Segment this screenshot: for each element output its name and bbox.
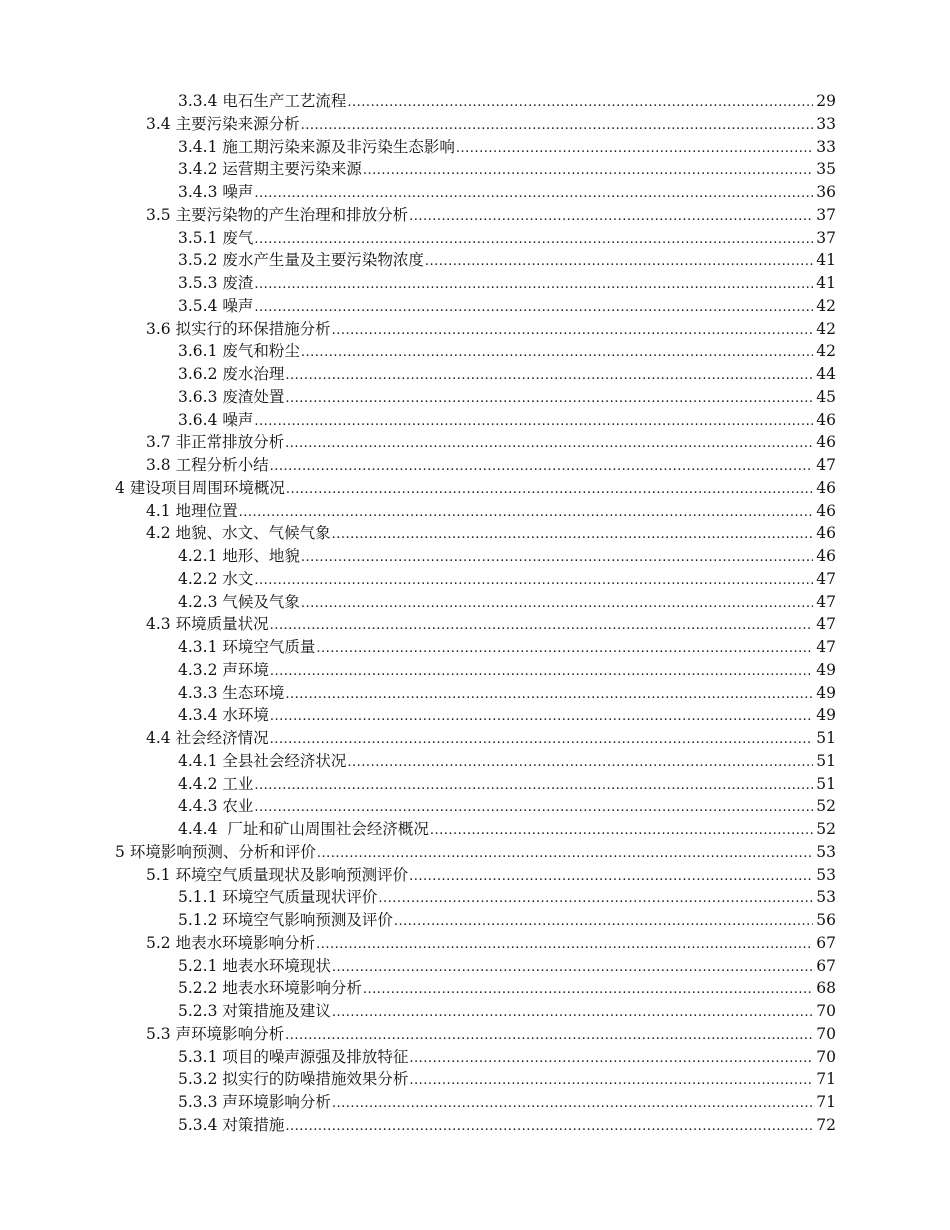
toc-entry[interactable] <box>146 932 950 955</box>
toc-dot-leader <box>270 661 813 684</box>
toc-entry-number: 3.5.4 <box>178 296 218 315</box>
toc-entry-number: 4.4.2 <box>178 774 218 793</box>
toc-entry-page: 41 <box>816 251 836 270</box>
toc-entry-page: 49 <box>816 660 836 679</box>
toc-dot-leader <box>270 729 813 752</box>
toc-entry-number: 5.3.2 <box>178 1070 218 1089</box>
toc-entry-title: 运营期主要污染来源 <box>222 160 362 179</box>
toc-entry[interactable] <box>146 113 950 136</box>
toc-dot-leader <box>285 684 813 707</box>
toc-entry-number: 3.5.2 <box>178 251 218 270</box>
toc-entry-page: 53 <box>816 888 836 907</box>
toc-dot-leader <box>285 388 813 411</box>
toc-entry-number: 4.3 <box>146 615 171 634</box>
toc-entry[interactable] <box>146 613 950 636</box>
toc-entry[interactable] <box>146 454 950 477</box>
toc-entry-page: 51 <box>816 774 836 793</box>
toc-entry-title: 对策措施及建议 <box>222 1002 331 1020</box>
toc-entry-number: 3.3.4 <box>178 92 218 110</box>
toc-entry-page: 52 <box>816 820 836 838</box>
toc-dot-leader <box>254 797 813 820</box>
toc-entry[interactable] <box>178 1068 950 1091</box>
toc-entry-title: 废渣处置 <box>222 387 285 406</box>
toc-entry-page: 47 <box>816 569 836 588</box>
toc-entry-page: 70 <box>816 1002 836 1020</box>
toc-entry-title: 环境空气影响预测及评价 <box>222 911 393 929</box>
toc-entry-title: 声环境影响分析 <box>222 1093 331 1111</box>
toc-entry-title: 环境空气质量现状评价 <box>222 888 378 907</box>
toc-entry-title: 水文 <box>222 569 254 588</box>
toc-dot-leader <box>332 320 813 343</box>
table-of-contents <box>0 90 950 1137</box>
toc-entry-number: 4.2.1 <box>178 547 218 565</box>
toc-entry-page: 71 <box>816 1070 836 1089</box>
toc-dot-leader <box>254 229 813 252</box>
toc-entry-title: 主要污染物的产生治理和排放分析 <box>175 205 409 224</box>
toc-entry[interactable] <box>178 545 950 568</box>
toc-entry-page: 42 <box>816 319 836 338</box>
toc-entry-number: 3.6.4 <box>178 410 218 429</box>
toc-dot-leader <box>254 274 813 297</box>
toc-entry-number: 5.3.3 <box>178 1093 218 1111</box>
toc-entry-page: 46 <box>816 433 836 452</box>
toc-dot-leader <box>270 706 813 729</box>
toc-entry-title: 环境影响预测、分析和评价 <box>129 842 316 861</box>
toc-entry[interactable] <box>178 249 950 272</box>
toc-dot-leader <box>254 183 813 206</box>
toc-dot-leader <box>332 524 813 547</box>
toc-entry[interactable] <box>146 431 950 454</box>
toc-entry[interactable] <box>178 1046 950 1069</box>
toc-entry-number: 5.1.1 <box>178 888 218 907</box>
toc-dot-leader <box>363 979 813 1002</box>
toc-entry-title: 废渣 <box>222 274 254 292</box>
toc-entry-page: 33 <box>816 114 836 133</box>
toc-dot-leader <box>332 1093 813 1116</box>
toc-entry[interactable] <box>178 409 950 432</box>
toc-entry-page: 47 <box>816 592 836 611</box>
toc-entry-page: 37 <box>816 228 836 247</box>
toc-dot-leader <box>378 888 813 911</box>
toc-dot-leader <box>254 411 813 434</box>
toc-dot-leader <box>409 206 813 229</box>
toc-entry[interactable] <box>178 795 950 818</box>
toc-entry-page: 52 <box>816 797 836 816</box>
toc-dot-leader <box>285 365 813 388</box>
toc-entry-page: 51 <box>816 729 836 747</box>
toc-entry-title: 地理位置 <box>175 501 238 520</box>
toc-entry[interactable] <box>178 90 950 113</box>
toc-entry-title: 噪声 <box>222 296 254 315</box>
toc-entry-page: 51 <box>816 751 836 770</box>
toc-entry-title: 项目的噪声源强及排放特征 <box>222 1047 409 1066</box>
toc-entry-title: 地形、地貌 <box>222 547 300 565</box>
toc-entry[interactable] <box>178 158 950 181</box>
toc-entry[interactable] <box>178 750 950 773</box>
toc-entry-number: 3.7 <box>146 433 171 452</box>
toc-entry-page: 67 <box>816 933 836 952</box>
toc-entry-page: 47 <box>816 456 836 474</box>
toc-entry-page: 45 <box>816 387 836 406</box>
toc-dot-leader <box>363 160 813 183</box>
toc-entry[interactable] <box>178 181 950 204</box>
toc-entry-page: 46 <box>816 547 836 565</box>
toc-entry-title: 厂址和矿山周围社会经济概况 <box>222 820 429 838</box>
toc-entry-title: 地表水环境影响分析 <box>222 979 362 998</box>
toc-entry-title: 生态环境 <box>222 683 285 702</box>
toc-entry-page: 49 <box>816 683 836 702</box>
toc-entry-number: 3.6.1 <box>178 342 218 361</box>
toc-dot-leader <box>270 615 813 638</box>
toc-entry-number: 5.3 <box>146 1024 171 1043</box>
toc-entry-number: 3.6 <box>146 319 171 338</box>
toc-entry-number: 5.3.4 <box>178 1115 218 1134</box>
toc-entry-page: 67 <box>816 956 836 975</box>
toc-entry-number: 4.3.1 <box>178 638 218 656</box>
toc-entry-title: 环境质量状况 <box>175 615 269 634</box>
toc-entry-number: 3.4.2 <box>178 160 218 179</box>
toc-entry-number: 3.8 <box>146 456 171 474</box>
toc-entry-title: 主要污染来源分析 <box>175 114 300 133</box>
toc-entry[interactable] <box>146 864 950 887</box>
toc-entry[interactable] <box>178 704 950 727</box>
toc-entry-title: 地表水环境现状 <box>222 956 331 975</box>
toc-dot-leader <box>254 775 813 798</box>
toc-entry-title: 废水治理 <box>222 365 285 383</box>
toc-entry-title: 环境空气质量现状及影响预测评价 <box>175 865 409 884</box>
toc-entry[interactable] <box>178 1114 950 1137</box>
toc-entry-title: 全县社会经济状况 <box>222 751 347 770</box>
toc-dot-leader <box>430 820 813 843</box>
toc-entry-page: 71 <box>816 1093 836 1111</box>
toc-entry-page: 53 <box>816 842 836 861</box>
toc-entry-number: 5.2 <box>146 933 171 952</box>
toc-entry-title: 工业 <box>222 774 254 793</box>
toc-dot-leader <box>285 1116 813 1139</box>
toc-entry-number: 4.2.2 <box>178 569 218 588</box>
toc-entry-page: 56 <box>816 911 836 929</box>
toc-entry-page: 35 <box>816 160 836 179</box>
toc-entry-number: 3.4 <box>146 114 171 133</box>
toc-entry-number: 4.3.2 <box>178 660 218 679</box>
toc-entry[interactable] <box>178 909 950 932</box>
toc-entry-number: 4.4 <box>146 729 171 747</box>
toc-entry[interactable] <box>146 727 950 750</box>
toc-entry-title: 建设项目周围环境概况 <box>129 478 285 497</box>
toc-entry-page: 70 <box>816 1047 836 1066</box>
toc-dot-leader <box>301 593 813 616</box>
toc-dot-leader <box>316 638 813 661</box>
toc-entry[interactable] <box>178 591 950 614</box>
toc-entry[interactable] <box>178 1000 950 1023</box>
toc-dot-leader <box>409 866 813 889</box>
toc-entry-page: 46 <box>816 478 836 497</box>
toc-entry-title: 噪声 <box>222 410 254 429</box>
toc-entry[interactable] <box>146 500 950 523</box>
toc-dot-leader <box>456 138 813 161</box>
toc-entry-page: 37 <box>816 205 836 224</box>
toc-entry-number: 5.1 <box>146 865 171 884</box>
toc-entry-number: 3.5.1 <box>178 228 218 247</box>
toc-entry-page: 29 <box>816 92 836 110</box>
toc-entry-number: 4.3.4 <box>178 706 218 725</box>
toc-entry-page: 72 <box>816 1115 836 1134</box>
toc-entry-title: 水环境 <box>222 706 269 725</box>
toc-entry-title: 废气 <box>222 228 254 247</box>
toc-entry-page: 68 <box>816 979 836 998</box>
toc-entry-number: 3.4.3 <box>178 183 218 201</box>
toc-entry-title: 施工期污染来源及非污染生态影响 <box>222 137 455 156</box>
toc-entry-number: 4.1 <box>146 501 171 520</box>
toc-entry[interactable] <box>115 477 950 500</box>
toc-dot-leader <box>317 843 813 866</box>
toc-entry[interactable] <box>178 977 950 1000</box>
toc-entry-number: 5.1.2 <box>178 911 218 929</box>
toc-entry-title: 废水产生量及主要污染物浓度 <box>222 251 424 270</box>
toc-entry-page: 53 <box>816 865 836 884</box>
toc-entry-page: 36 <box>816 183 836 201</box>
toc-entry-number: 4 <box>115 478 125 497</box>
toc-entry-page: 47 <box>816 638 836 656</box>
toc-entry[interactable] <box>178 295 950 318</box>
toc-entry-number: 3.5.3 <box>178 274 218 292</box>
toc-entry[interactable] <box>178 818 950 841</box>
toc-dot-leader <box>347 752 813 775</box>
toc-dot-leader <box>286 479 813 502</box>
toc-entry[interactable] <box>178 659 950 682</box>
toc-entry-number: 5.2.2 <box>178 979 218 998</box>
toc-entry[interactable] <box>146 318 950 341</box>
toc-entry-title: 地貌、水文、气候气象 <box>175 524 331 543</box>
toc-entry-number: 5.2.3 <box>178 1002 218 1020</box>
toc-entry-page: 49 <box>816 706 836 725</box>
toc-entry[interactable] <box>115 841 950 864</box>
toc-entry[interactable] <box>178 568 950 591</box>
toc-entry-number: 5 <box>115 842 125 861</box>
toc-dot-leader <box>254 297 813 320</box>
toc-entry[interactable] <box>178 682 950 705</box>
toc-entry-title: 拟实行的防噪措施效果分析 <box>222 1070 409 1089</box>
toc-entry-number: 4.2 <box>146 524 171 543</box>
toc-entry-title: 噪声 <box>222 183 254 201</box>
toc-entry-number: 4.4.3 <box>178 797 218 816</box>
toc-entry-title: 地表水环境影响分析 <box>175 933 316 952</box>
toc-entry-page: 42 <box>816 296 836 315</box>
toc-entry-page: 41 <box>816 274 836 292</box>
toc-entry-page: 46 <box>816 410 836 429</box>
toc-entry[interactable] <box>146 1023 950 1046</box>
toc-entry-number: 3.6.2 <box>178 365 218 383</box>
toc-entry-number: 4.4.1 <box>178 751 218 770</box>
toc-entry[interactable] <box>146 204 950 227</box>
toc-dot-leader <box>270 456 813 479</box>
toc-entry[interactable] <box>178 955 950 978</box>
toc-dot-leader <box>409 1070 813 1093</box>
toc-entry[interactable] <box>178 636 950 659</box>
toc-dot-leader <box>316 934 813 957</box>
toc-entry-title: 气候及气象 <box>222 592 300 611</box>
toc-entry-number: 5.3.1 <box>178 1047 218 1066</box>
toc-dot-leader <box>301 115 813 138</box>
toc-entry[interactable] <box>178 386 950 409</box>
toc-entry-number: 4.4.4 <box>178 820 218 838</box>
toc-dot-leader <box>301 342 813 365</box>
toc-dot-leader <box>332 1002 813 1025</box>
toc-entry-page: 46 <box>816 524 836 543</box>
toc-entry[interactable] <box>178 773 950 796</box>
toc-entry-number: 3.6.3 <box>178 387 218 406</box>
toc-entry-title: 电石生产工艺流程 <box>222 92 347 110</box>
toc-entry[interactable] <box>178 272 950 295</box>
toc-entry-number: 3.4.1 <box>178 137 218 156</box>
toc-entry-title: 废气和粉尘 <box>222 342 300 361</box>
toc-entry-page: 44 <box>816 365 836 383</box>
toc-entry-title: 声环境 <box>222 660 269 679</box>
toc-dot-leader <box>394 911 813 934</box>
toc-entry-number: 5.2.1 <box>178 956 218 975</box>
toc-dot-leader <box>301 547 813 570</box>
toc-entry[interactable] <box>178 363 950 386</box>
toc-entry-title: 环境空气质量 <box>222 638 316 656</box>
toc-entry-page: 42 <box>816 342 836 361</box>
toc-entry-title: 声环境影响分析 <box>175 1024 285 1043</box>
toc-entry-number: 3.5 <box>146 205 171 224</box>
toc-entry-page: 70 <box>816 1024 836 1043</box>
toc-dot-leader <box>332 957 813 980</box>
toc-dot-leader <box>254 570 813 593</box>
toc-dot-leader <box>409 1048 813 1071</box>
toc-entry-number: 4.3.3 <box>178 683 218 702</box>
toc-entry-title: 工程分析小结 <box>175 456 269 474</box>
toc-entry-page: 47 <box>816 615 836 634</box>
toc-entry[interactable] <box>146 522 950 545</box>
toc-dot-leader <box>347 92 813 115</box>
toc-entry-title: 社会经济情况 <box>175 729 269 747</box>
toc-dot-leader <box>239 502 813 525</box>
toc-entry-title: 拟实行的环保措施分析 <box>175 319 331 338</box>
toc-entry-page: 46 <box>816 501 836 520</box>
toc-dot-leader <box>285 1025 813 1048</box>
toc-entry-title: 农业 <box>222 797 254 816</box>
toc-entry-number: 4.2.3 <box>178 592 218 611</box>
toc-entry[interactable] <box>178 340 950 363</box>
toc-entry[interactable] <box>178 227 950 250</box>
toc-entry-title: 对策措施 <box>222 1115 285 1134</box>
toc-entry[interactable] <box>178 136 950 159</box>
toc-dot-leader <box>285 433 813 456</box>
toc-entry-title: 非正常排放分析 <box>175 433 285 452</box>
toc-dot-leader <box>425 251 813 274</box>
toc-entry[interactable] <box>178 886 950 909</box>
toc-entry[interactable] <box>178 1091 950 1114</box>
toc-entry-page: 33 <box>816 137 836 156</box>
